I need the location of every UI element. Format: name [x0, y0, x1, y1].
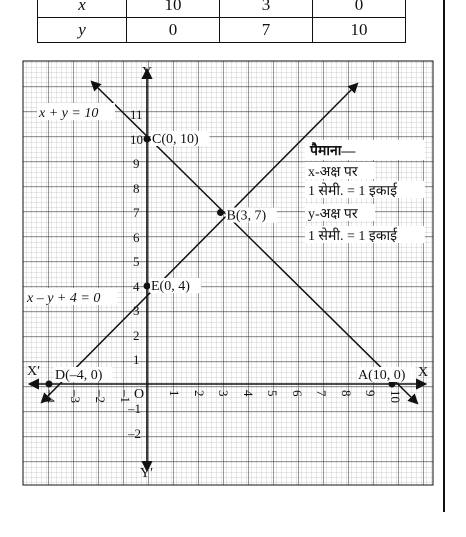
y-tick-label: 11: [130, 107, 143, 122]
x-tick-label: 10: [388, 390, 403, 403]
scale-line: y-अक्ष पर: [308, 207, 358, 222]
graph-paper: [23, 61, 433, 485]
y-axis-label-positive: Y: [142, 65, 153, 80]
table-header-y: y: [38, 18, 127, 43]
x-tick-label: 4: [241, 390, 256, 397]
point-label: D(–4, 0): [55, 368, 103, 383]
y-tick-label: 7: [133, 205, 140, 220]
y-tick-label: 6: [133, 230, 140, 245]
y-tick-label: –2: [128, 426, 141, 441]
x-tick-label: –3: [68, 390, 83, 403]
point-marker: [46, 381, 53, 388]
equation-label: x – y + 4 = 0: [27, 291, 101, 306]
scale-line: 1 सेमी. = 1 इकाई: [308, 184, 397, 199]
y-tick-label: 5: [133, 254, 140, 269]
y-tick-label: 2: [133, 328, 140, 343]
table-cell: 3: [220, 0, 313, 18]
x-tick-label: 8: [339, 390, 354, 397]
scale-legend: [305, 140, 425, 244]
x-tick-label: 6: [290, 390, 305, 397]
x-tick-label: –4: [43, 390, 58, 403]
x-tick-label: 1: [167, 390, 182, 397]
x-axis-label-positive: X: [418, 365, 429, 380]
table-cell: 0: [127, 18, 220, 43]
y-tick-label: 8: [133, 181, 140, 196]
x-tick-label: 2: [192, 390, 207, 397]
y-tick-label: 1: [133, 352, 140, 367]
y-tick-label: –1: [128, 401, 141, 416]
x-tick-label: –2: [93, 390, 108, 403]
point-label: B(3, 7): [226, 208, 267, 224]
table-cell: 10: [127, 0, 220, 18]
point-marker: [217, 209, 224, 216]
origin-label: O: [134, 387, 145, 402]
scale-title: पैमाना—: [310, 144, 356, 159]
y-tick-label: 4: [133, 279, 140, 294]
y-axis-label-negative: Y′: [140, 466, 154, 481]
table-cell: 0: [313, 0, 406, 18]
x-axis-label-negative: X′: [27, 364, 41, 379]
scale-line: 1 सेमी. = 1 इकाई: [308, 229, 397, 244]
scale-line: x-अक्ष पर: [308, 165, 358, 180]
x-tick-label: 5: [265, 390, 280, 397]
equation-label: x + y = 10: [39, 106, 99, 121]
table-cell: 7: [220, 18, 313, 43]
x-tick-label: 3: [216, 390, 231, 397]
y-tick-label: 9: [133, 156, 140, 171]
point-label: C(0, 10): [152, 132, 199, 147]
x-tick-label: 9: [363, 390, 378, 397]
point-label: A(10, 0): [358, 368, 406, 383]
table-header-x: x: [38, 0, 127, 18]
x-tick-label: 7: [314, 390, 329, 397]
x-tick-label: –1: [118, 390, 133, 403]
point-marker: [144, 283, 151, 290]
point-label: E(0, 4): [151, 279, 190, 294]
point-marker: [144, 136, 151, 143]
y-tick-label: 3: [133, 303, 140, 318]
table-cell: 10: [313, 18, 406, 43]
y-tick-label: 10: [130, 132, 143, 147]
